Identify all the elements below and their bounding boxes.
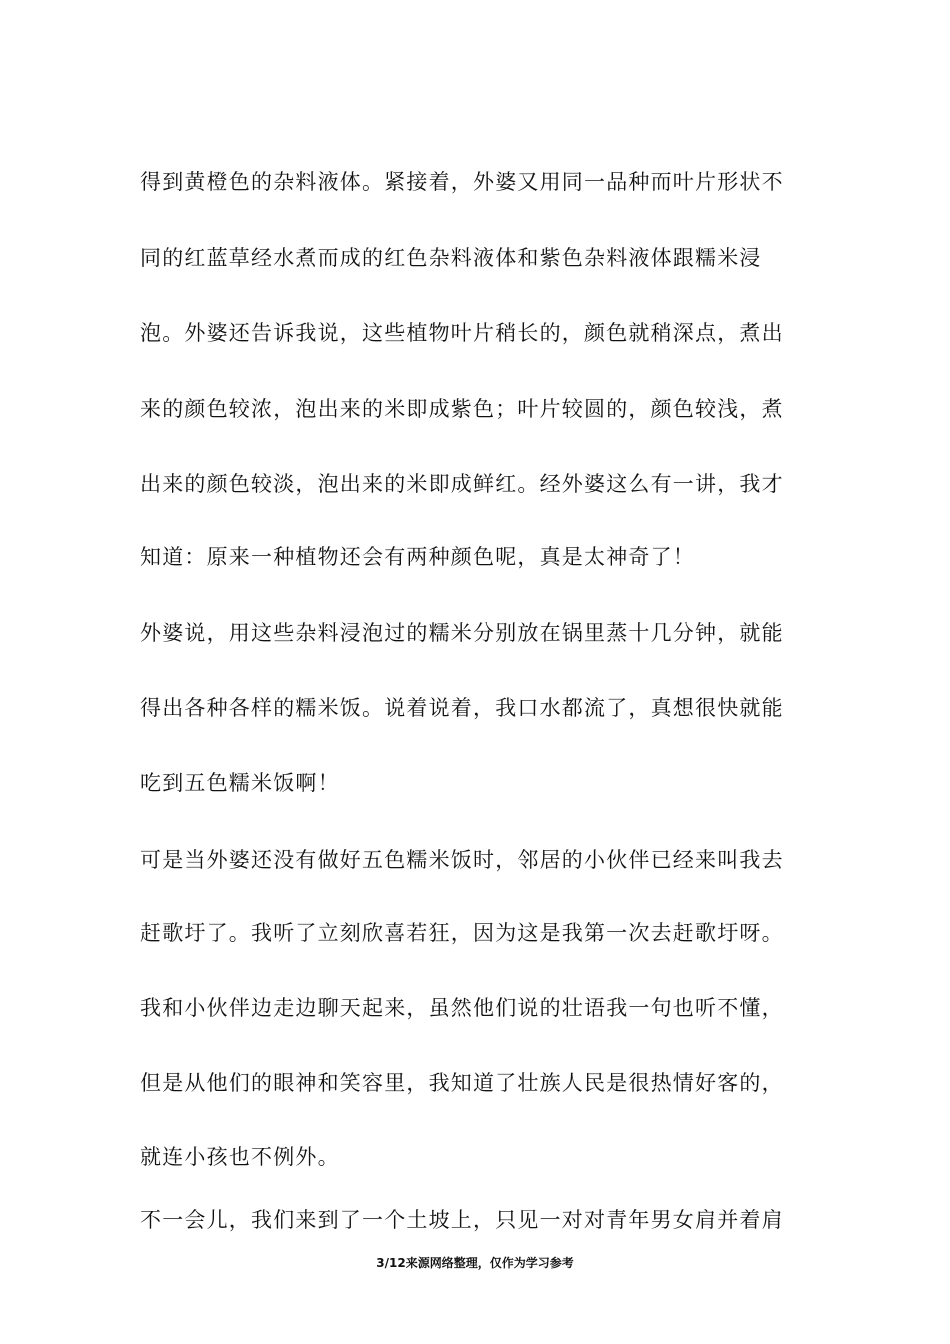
text-line: 泡。外婆还告诉我说，这些植物叶片稍长的，颜色就稍深点，煮出 xyxy=(140,321,784,345)
page-footer: 3/12来源网络整理，仅作为学习参考 xyxy=(376,1256,574,1270)
text-line: 赶歌圩了。我听了立刻欣喜若狂，因为这是我第一次去赶歌圩呀。 xyxy=(140,921,784,945)
text-line: 来的颜色较浓，泡出来的米即成紫色；叶片较圆的，颜色较浅，煮 xyxy=(140,397,784,421)
text-line: 得出各种各样的糯米饭。说着说着，我口水都流了，真想很快就能 xyxy=(140,696,784,720)
text-line: 出来的颜色较淡，泡出来的米即成鲜红。经外婆这么有一讲，我才 xyxy=(140,472,784,496)
text-line: 可是当外婆还没有做好五色糯米饭时，邻居的小伙伴已经来叫我去 xyxy=(140,848,784,872)
text-line: 外婆说，用这些杂料浸泡过的糯米分别放在锅里蒸十几分钟，就能 xyxy=(140,621,784,645)
text-line: 就连小孩也不例外。 xyxy=(140,1145,340,1169)
text-line: 吃到五色糯米饭啊！ xyxy=(140,771,340,795)
text-line: 不一会儿，我们来到了一个土坡上，只见一对对青年男女肩并着肩 xyxy=(140,1208,784,1232)
text-line: 同的红蓝草经水煮而成的红色杂料液体和紫色杂料液体跟糯米浸 xyxy=(140,246,762,270)
text-line: 知道：原来一种植物还会有两种颜色呢，真是太神奇了！ xyxy=(140,545,695,569)
text-line: 得到黄橙色的杂料液体。紧接着，外婆又用同一品种而叶片形状不 xyxy=(140,170,784,194)
text-line: 我和小伙伴边走边聊天起来，虽然他们说的壮语我一句也听不懂， xyxy=(140,996,784,1020)
text-line: 但是从他们的眼神和笑容里，我知道了壮族人民是很热情好客的， xyxy=(140,1071,784,1095)
